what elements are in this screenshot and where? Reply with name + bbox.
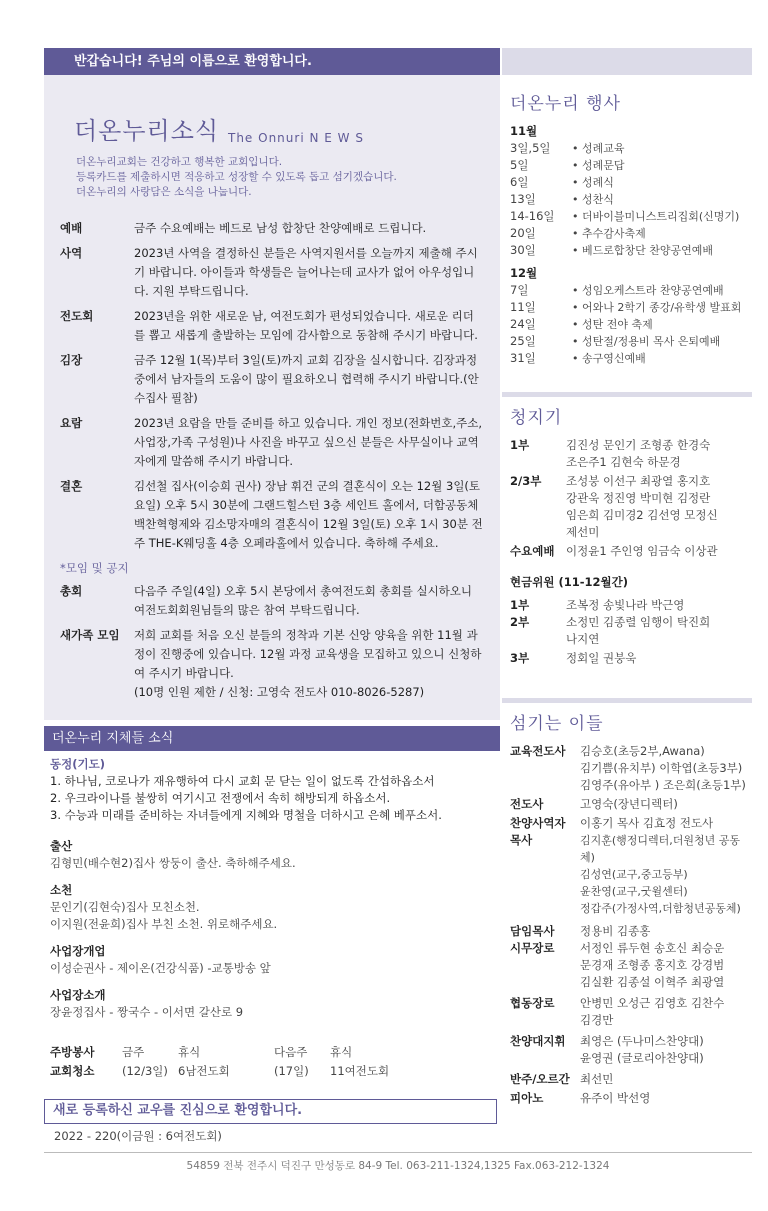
duty-cell: 11여전도회 xyxy=(330,1064,390,1078)
news-item-label: 전도회 xyxy=(60,309,94,323)
news-item-label: 예배 xyxy=(60,221,83,235)
event-row xyxy=(510,350,752,367)
news-subtitle: The Onnuri N E W S xyxy=(228,131,364,145)
server-names xyxy=(580,1090,752,1107)
news-item-text xyxy=(134,244,488,301)
steward-names xyxy=(566,543,752,560)
event-month: 12월 xyxy=(510,266,538,280)
text-line: 조복정 송빛나라 박근영 xyxy=(566,598,685,612)
news-item-label: 총회 xyxy=(60,584,83,598)
duty-label: 주방봉사 xyxy=(50,1045,95,1059)
prayer-line: 3. 수능과 미래를 준비하는 자녀들에게 지혜와 명철을 더하시고 은혜 베푸소서. xyxy=(50,808,442,822)
text-line: 김승호(초등2부,Awana) xyxy=(580,744,705,758)
server-label: 담임목사 xyxy=(510,924,555,938)
server-row xyxy=(510,995,752,1029)
steward-row xyxy=(510,543,752,560)
news-item-label: 요람 xyxy=(60,416,83,430)
news-item-label: 김장 xyxy=(60,353,83,367)
event-text: • 성임오케스트라 찬양공연예배 xyxy=(572,284,724,297)
steward-names xyxy=(566,473,752,541)
news-item xyxy=(60,626,488,702)
event-date: 20일 xyxy=(510,226,536,240)
text-line: 기 바랍니다. 아이들과 학생들은 늘어나는데 교사가 없어 아우성입니 xyxy=(134,265,475,279)
event-date: 25일 xyxy=(510,334,536,348)
offering-row xyxy=(510,614,752,648)
server-names xyxy=(580,923,752,940)
duty-cell: 휴식 xyxy=(178,1045,201,1059)
text-line: 제선미 xyxy=(566,525,600,539)
text-line: 김경만 xyxy=(580,1013,614,1027)
text-line: 고영숙(장년디렉터) xyxy=(580,797,678,811)
event-row xyxy=(510,191,752,208)
event-date: 6일 xyxy=(510,175,529,189)
text-line: 김선철 집사(이승희 권사) 장남 휘건 군의 결혼식이 오는 12월 3일(토 xyxy=(134,479,481,493)
welcome-header: 반갑습니다! 주님의 이름으로 환영합니다. xyxy=(44,48,500,75)
text-line: 나지연 xyxy=(566,632,600,646)
offering-label: 3부 xyxy=(510,651,530,665)
text-line: 임은희 김미경2 김선영 모정신 xyxy=(566,508,718,522)
events-title: 더온누리 행사 xyxy=(510,94,621,114)
text-line: 2023년을 위한 새로운 남, 여전도회가 편성되었습니다. 새로운 리더 xyxy=(134,309,474,323)
event-row xyxy=(510,225,752,242)
news-panel xyxy=(44,75,500,720)
event-text: • 어와나 2학기 종강/유학생 발표회 xyxy=(572,301,742,314)
duty-row xyxy=(50,1043,440,1062)
text-line: 백찬혁형제와 김소망자매의 결혼식이 12월 3일(토) 오후 1시 30분 전 xyxy=(134,517,483,531)
servers-section xyxy=(510,716,752,1107)
text-line: 2023년 요람을 만들 준비를 하고 있습니다. 개인 정보(전화번호,주소, xyxy=(134,416,483,430)
server-row xyxy=(510,923,752,940)
server-names xyxy=(580,995,752,1029)
text-line: 중에서 남자들의 도움이 많이 필요하오니 협력해 주시기 바랍니다.(안 xyxy=(134,372,479,386)
event-row xyxy=(510,140,752,157)
section-divider xyxy=(502,392,752,397)
event-date: 11일 xyxy=(510,300,536,314)
offering-names xyxy=(566,597,752,614)
offering-names xyxy=(566,614,752,648)
server-label: 전도사 xyxy=(510,797,544,811)
text-line: 소정민 김종렬 임행이 탁진희 xyxy=(566,615,711,629)
offering-row xyxy=(510,650,752,667)
group-line: 이지원(전윤희)집사 부친 소천. 위로해주세요. xyxy=(50,917,278,931)
text-line: 최선민 xyxy=(580,1072,614,1086)
group-line: 김형민(배수현2)집사 쌍둥이 출산. 축하해주세요. xyxy=(50,856,296,870)
text-line: 정이 진행중에 있습니다. 12월 과정 교육생을 모집하고 있으니 신청하 xyxy=(134,647,482,661)
text-line: 윤영권 (글로리아찬양대) xyxy=(580,1051,704,1065)
news-item-text xyxy=(134,414,488,471)
text-line: 저희 교회를 처음 오신 분들의 정착과 기본 신앙 양육을 위한 11월 과 xyxy=(134,628,478,642)
event-text: • 성례식 xyxy=(572,176,614,189)
text-line: 김진성 문인기 조형종 한경숙 xyxy=(566,438,711,452)
duty-table xyxy=(50,1043,440,1081)
group-line: 문인기(김현숙)집사 모친소천. xyxy=(50,900,200,914)
group-line: 이성순권사 - 제이온(건강식품) -교통방송 앞 xyxy=(50,961,271,975)
news-item-text xyxy=(134,351,488,408)
steward-row xyxy=(510,437,752,471)
duty-cell: 다음주 xyxy=(274,1045,308,1059)
text-line: 정용비 김종홍 xyxy=(580,924,651,938)
server-row xyxy=(510,1033,752,1067)
steward-label: 1부 xyxy=(510,438,530,452)
event-row xyxy=(510,157,752,174)
event-text: • 성례문답 xyxy=(572,159,625,172)
news-item xyxy=(60,582,488,620)
duty-cell: 휴식 xyxy=(330,1045,353,1059)
offering-names xyxy=(566,650,752,667)
event-month: 11월 xyxy=(510,124,538,138)
server-names xyxy=(580,796,752,813)
news-item xyxy=(60,244,488,301)
text-line: 김실환 김종설 이혁주 최광열 xyxy=(580,975,725,989)
news-item-label: 사역 xyxy=(60,246,83,260)
text-line: 정갑주(가정사역,더함청년공동체) xyxy=(580,902,741,915)
news-item-text xyxy=(134,477,488,553)
server-label: 협동장로 xyxy=(510,996,555,1010)
steward-label: 2/3부 xyxy=(510,474,542,488)
group-title: 출산 xyxy=(50,839,73,853)
news-item xyxy=(60,477,488,553)
server-names xyxy=(580,743,752,794)
news-list xyxy=(60,219,488,708)
offering-title: 현금위원 (11-12월간) xyxy=(510,575,628,589)
duty-row xyxy=(50,1062,440,1081)
event-text: • 송구영신예배 xyxy=(572,352,646,365)
group-title: 사업장개업 xyxy=(50,944,106,958)
text-line: 조은주1 김현숙 하문경 xyxy=(566,455,681,469)
group-title: 사업장소개 xyxy=(50,988,106,1002)
server-names xyxy=(580,815,752,832)
text-line: 요일) 오후 5시 30분에 그랜드힐스턴 3층 세인트 홀에서, 더함공동체 xyxy=(134,498,479,512)
server-row xyxy=(510,796,752,813)
text-line: 서정인 류두현 송호신 최승운 xyxy=(580,941,725,955)
header-bar-right xyxy=(502,48,752,75)
registration-line: 2022 - 220(이금원 : 6여전도회) xyxy=(54,1129,222,1143)
text-line: 김기쁨(유치부) 이학엽(초등3부) xyxy=(580,761,743,775)
offering-row xyxy=(510,597,752,614)
server-row xyxy=(510,815,752,832)
event-row xyxy=(510,299,752,316)
steward-label: 수요예배 xyxy=(510,544,555,558)
server-label: 목사 xyxy=(510,833,533,847)
steward-row xyxy=(510,473,752,541)
server-label: 찬양대지휘 xyxy=(510,1034,566,1048)
prayer-line: 2. 우크라이나를 불쌍히 여기시고 전쟁에서 속히 해방되게 하옵소서. xyxy=(50,791,391,805)
text-line: 김성연(교구,중고등부) xyxy=(580,868,688,881)
duty-cell: (17일) xyxy=(274,1064,309,1078)
text-line: 안병민 오성근 김영호 김찬수 xyxy=(580,996,725,1010)
server-names xyxy=(580,1033,752,1067)
event-date: 3일,5일 xyxy=(510,141,551,155)
event-text: • 성탄절/정용비 목사 은퇴예배 xyxy=(572,335,721,348)
news-note: *모임 및 공지 xyxy=(60,561,129,575)
news-item-label: 결혼 xyxy=(60,479,83,493)
news-item xyxy=(60,414,488,471)
server-names xyxy=(580,1071,752,1088)
server-row xyxy=(510,940,752,991)
prayer-title: 동정(기도) xyxy=(50,757,105,771)
text-line: 2023년 사역을 결정하신 분들은 사역지원서를 오늘까지 제출해 주시 xyxy=(134,246,478,260)
text-line: 다음주 주일(4일) 오후 5시 본당에서 총여전도회 총회를 실시하오니 xyxy=(134,584,473,598)
welcome-box: 새로 등록하신 교우를 진심으로 환영합니다. xyxy=(44,1099,497,1124)
text-line: 자에게 말씀해 주시기 바랍니다. xyxy=(134,454,294,468)
server-names xyxy=(580,940,752,991)
news-item-label: 새가족 모임 xyxy=(60,628,120,642)
servers-title: 섬기는 이들 xyxy=(510,714,604,734)
event-text: • 베드로합창단 찬양공연예배 xyxy=(572,244,713,257)
text-line: 윤찬영(교구,굿윌센터) xyxy=(580,885,688,898)
offering-label: 2부 xyxy=(510,615,530,629)
text-line: (10명 인원 제한 / 신청: 고영숙 전도사 010-8026-5287) xyxy=(134,685,425,699)
server-row xyxy=(510,1090,752,1107)
news-item xyxy=(60,351,488,408)
text-line: 유주이 박선영 xyxy=(580,1091,651,1105)
text-line: 이정윤1 주인영 임금숙 이상관 xyxy=(566,544,718,558)
event-text: • 성찬식 xyxy=(572,193,614,206)
stewards-title: 청지기 xyxy=(510,408,563,428)
text-line: 정회일 권붕욱 xyxy=(566,651,637,665)
text-line: 조성붕 이선구 최광열 홍지호 xyxy=(566,474,711,488)
server-label: 시무장로 xyxy=(510,941,555,955)
steward-names xyxy=(566,437,752,471)
server-names xyxy=(580,832,752,917)
text-line: 김지훈(행정디렉터,더원청년 공동체) xyxy=(580,834,741,864)
section-divider xyxy=(502,698,752,703)
offering-label: 1부 xyxy=(510,598,530,612)
event-text: • 성탄 전야 축제 xyxy=(572,318,653,331)
event-text: • 더바이블미니스트리집회(신명기) xyxy=(572,210,740,223)
server-row xyxy=(510,832,752,917)
server-row xyxy=(510,743,752,794)
group-line: 장윤정집사 - 짱국수 - 이서면 갈산로 9 xyxy=(50,1005,244,1019)
event-row xyxy=(510,242,752,259)
news-intro-line: 더온누리의 사랑담은 소식을 나눕니다. xyxy=(76,186,252,198)
text-line: 다. 지원 부탁드립니다. xyxy=(134,284,249,298)
news-item xyxy=(60,307,488,345)
footer-address: 54859 전북 전주시 덕진구 만성동로 84-9 Tel. 063-211-1324,1325 Fax.063-212-1324 xyxy=(186,1160,610,1172)
text-line: 금주 12월 1(목)부터 3일(토)까지 교회 김장을 실시합니다. 김장과정 xyxy=(134,353,478,367)
event-date: 7일 xyxy=(510,283,529,297)
news-item-text xyxy=(134,307,488,345)
group-title: 소천 xyxy=(50,883,73,897)
event-date: 30일 xyxy=(510,243,536,257)
text-line: 주 THE-K웨딩홀 4층 오페라홀에서 있습니다. 축하해 주세요. xyxy=(134,536,439,550)
duty-cell: (12/3일) xyxy=(122,1064,168,1078)
news-item-text xyxy=(134,626,488,702)
news-intro-line: 더온누리교회는 건강하고 행복한 교회입니다. xyxy=(76,156,283,168)
text-line: 금주 수요예배는 베드로 남성 합창단 찬양예배로 드립니다. xyxy=(134,221,427,235)
events-section xyxy=(510,96,752,367)
event-row xyxy=(510,174,752,191)
text-line: 강관욱 정진영 박미현 김정란 xyxy=(566,491,711,505)
event-row xyxy=(510,282,752,299)
event-row xyxy=(510,316,752,333)
duty-cell: 금주 xyxy=(122,1045,145,1059)
event-row xyxy=(510,333,752,350)
event-date: 5일 xyxy=(510,158,529,172)
event-text: • 성례교육 xyxy=(572,142,625,155)
server-label: 찬양사역자 xyxy=(510,816,566,830)
event-text: • 추수감사축제 xyxy=(572,227,646,240)
server-row xyxy=(510,1071,752,1088)
server-label: 교육전도사 xyxy=(510,744,566,758)
branch-news-title: 더온누리 지체들 소식 xyxy=(44,726,500,751)
event-date: 13일 xyxy=(510,192,536,206)
event-date: 24일 xyxy=(510,317,536,331)
event-row xyxy=(510,208,752,225)
news-intro xyxy=(76,155,397,200)
prayer-line: 1. 하나님, 코로나가 재유행하여 다시 교회 문 닫는 일이 없도록 간섭하옵소서 xyxy=(50,774,435,788)
event-date: 14-16일 xyxy=(510,209,555,223)
text-line: 수집사 필참) xyxy=(134,391,198,405)
text-line: 사업장,가족 구성원)나 사진을 바꾸고 싶으신 분들은 사무실이나 교역 xyxy=(134,435,479,449)
text-line: 이홍기 목사 김효정 전도사 xyxy=(580,816,714,830)
duty-label: 교회청소 xyxy=(50,1064,95,1078)
text-line: 김영주(유아부 ) 조은희(초등1부) xyxy=(580,778,746,792)
news-item-text xyxy=(134,219,488,238)
news-intro-line: 등록카드를 제출하시면 적응하고 성장할 수 있도록 돕고 섬기겠습니다. xyxy=(76,171,397,183)
text-line: 문경재 조형종 홍지호 강경범 xyxy=(580,958,725,972)
duty-cell: 6남전도회 xyxy=(178,1064,230,1078)
event-date: 31일 xyxy=(510,351,536,365)
text-line: 여 주시기 바랍니다. xyxy=(134,666,234,680)
text-line: 여전도회회원님들의 많은 참여 부탁드립니다. xyxy=(134,603,360,617)
server-label: 피아노 xyxy=(510,1091,544,1105)
news-title: 더온누리소식 xyxy=(74,117,220,145)
news-item-text xyxy=(134,582,488,620)
text-line: 최영은 (두나미스찬양대) xyxy=(580,1034,704,1048)
news-item xyxy=(60,219,488,238)
branch-news xyxy=(50,756,496,1021)
stewards-section xyxy=(510,410,752,667)
text-line: 를 뽑고 새롭게 출발하는 모임에 감사함으로 동참해 주시기 바랍니다. xyxy=(134,328,478,342)
server-label: 반주/오르간 xyxy=(510,1072,570,1086)
footer-divider xyxy=(44,1152,752,1153)
